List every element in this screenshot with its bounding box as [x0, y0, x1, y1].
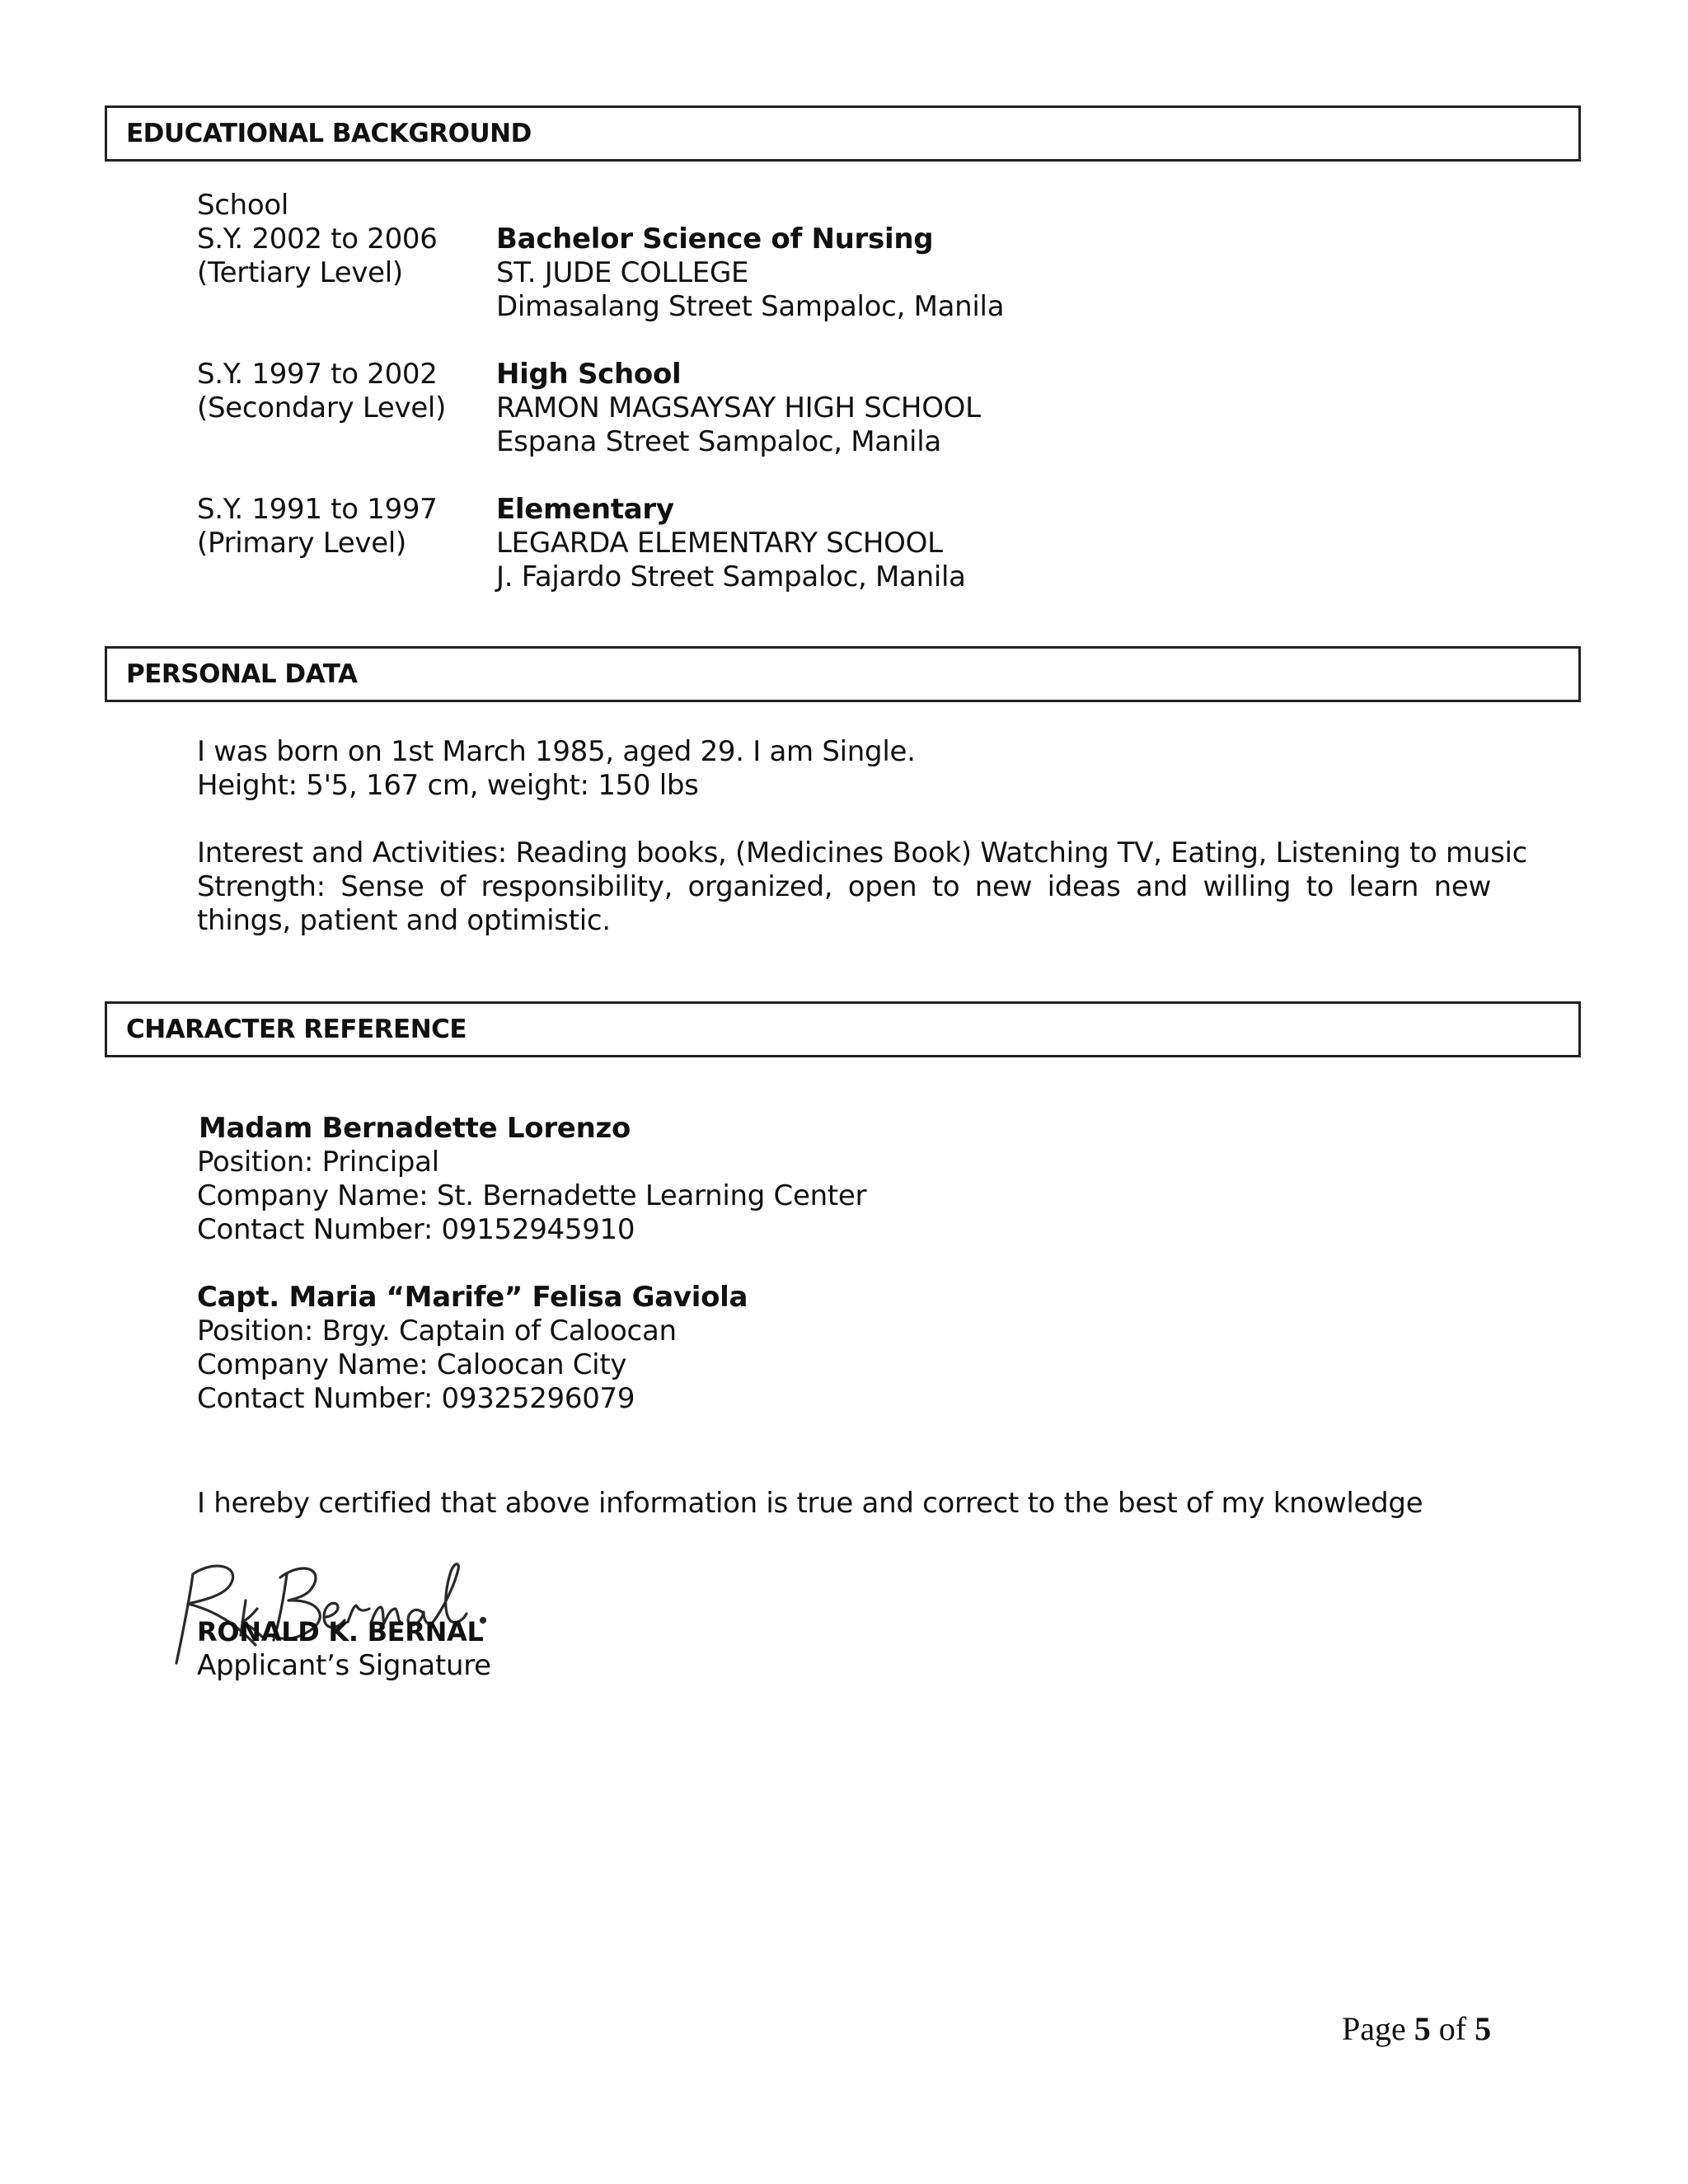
- education-address: J. Fajardo Street Sampaloc, Manila: [496, 560, 966, 593]
- education-degree: High School: [496, 358, 682, 391]
- education-school: ST. JUDE COLLEGE: [496, 256, 749, 289]
- education-level: (Primary Level): [197, 527, 406, 560]
- applicant-name: RONALD K. BERNAL: [197, 1616, 484, 1647]
- education-address: Dimasalang Street Sampaloc, Manila: [496, 290, 1005, 323]
- page-prefix: Page: [1342, 2010, 1414, 2047]
- personal-interests: Interest and Activities: Reading books, (Medicines Book) Watching TV, Eating, Listening to music: [197, 837, 1528, 869]
- section-header-education: EDUCATIONAL BACKGROUND: [105, 105, 1581, 162]
- education-school: LEGARDA ELEMENTARY SCHOOL: [496, 527, 943, 560]
- education-level: (Secondary Level): [197, 391, 447, 424]
- section-header-reference: CHARACTER REFERENCE: [105, 1001, 1581, 1057]
- education-degree: Bachelor Science of Nursing: [496, 223, 934, 255]
- education-years: S.Y. 2002 to 2006: [197, 223, 438, 255]
- education-degree: Elementary: [496, 493, 674, 526]
- page-current: 5: [1414, 2010, 1431, 2047]
- certification-statement: I hereby certified that above information is true and correct to the best of my knowledge: [197, 1487, 1423, 1520]
- reference-contact: Contact Number: 09325296079: [197, 1382, 635, 1415]
- education-address: Espana Street Sampaloc, Manila: [496, 425, 941, 458]
- signature-caption: Applicant’s Signature: [197, 1649, 491, 1682]
- page-middle: of: [1430, 2010, 1475, 2047]
- reference-position: Position: Principal: [197, 1146, 439, 1179]
- reference-name: Madam Bernadette Lorenzo: [199, 1112, 631, 1145]
- reference-company: Company Name: St. Bernadette Learning Center: [197, 1179, 867, 1212]
- page-total: 5: [1475, 2010, 1492, 2047]
- education-years: S.Y. 1991 to 1997: [197, 493, 438, 526]
- section-header-personal: PERSONAL DATA: [105, 646, 1581, 702]
- reference-contact: Contact Number: 09152945910: [197, 1213, 635, 1246]
- personal-birth: I was born on 1st March 1985, aged 29. I am Single.: [197, 735, 916, 768]
- page-number: [1342, 2009, 1491, 2048]
- reference-name: Capt. Maria “Marife” Felisa Gaviola: [197, 1281, 748, 1314]
- reference-company: Company Name: Caloocan City: [197, 1348, 627, 1381]
- education-heading: School: [197, 189, 289, 222]
- education-years: S.Y. 1997 to 2002: [197, 358, 438, 391]
- education-school: RAMON MAGSAYSAY HIGH SCHOOL: [496, 391, 981, 424]
- reference-position: Position: Brgy. Captain of Caloocan: [197, 1315, 677, 1347]
- personal-strength: Strength: Sense of responsibility, organized, open to new ideas and willing to learn new things, patient and optimistic.: [197, 870, 1491, 937]
- personal-height-weight: Height: 5'5, 167 cm, weight: 150 lbs: [197, 769, 699, 802]
- education-level: (Tertiary Level): [197, 256, 403, 289]
